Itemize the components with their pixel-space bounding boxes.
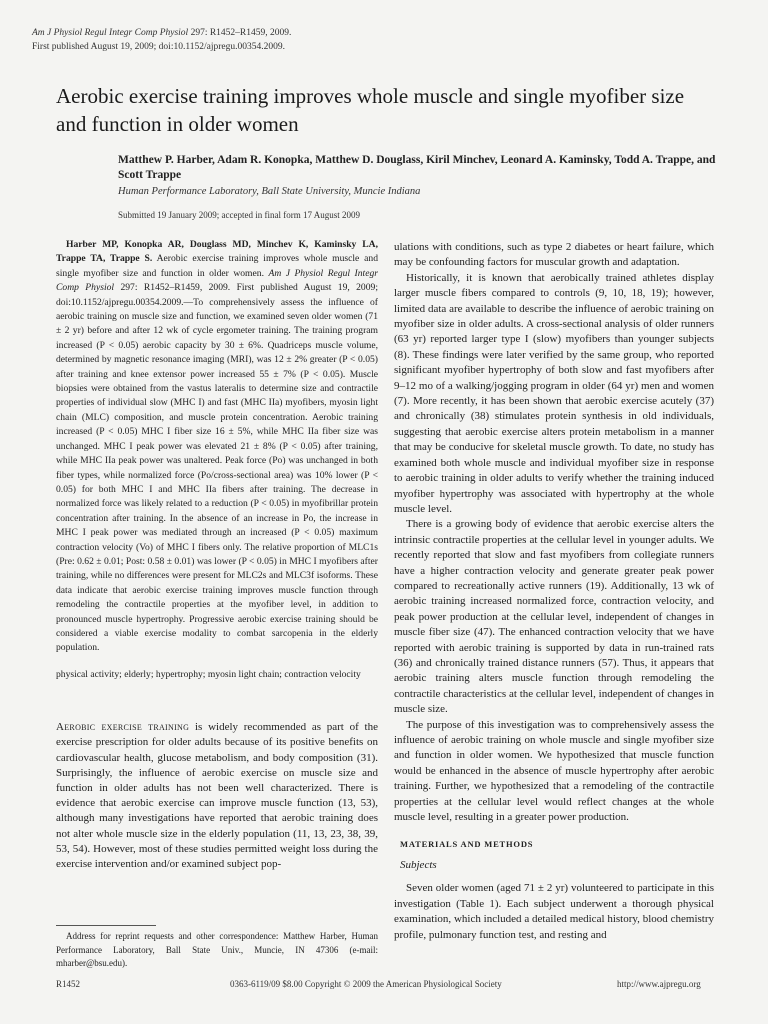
body-paragraph: The purpose of this investigation was to comprehensively assess the influence of aerobic training on whole muscle and single myofiber size and function in older women. We hypothesized that muscle function would be enhanced in the absence of muscle hypertrophy after aerobic training. Further, we hypothesized that a remodeling of the contractile properties at the cellular level would reflect changes at the whole muscle level, resulting in a greater power production. (394, 718, 714, 824)
keywords: physical activity; elderly; hypertrophy; myosin light chain; contraction velocity (56, 668, 361, 680)
abstract-text: 297: R1452–R1459, 2009. First published August 19, 2009; doi:10.1152/ajpregu.00354.2009.—To comprehensively assess the influence of aerobic training on muscle size and function, we examined seven older women (71 ± 2 yr) before and after 12 wk of cycle ergometer training. The training program increased (P < 0.05) aerobic capacity by 30 ± 6%. Quadriceps muscle volume, determined by magnetic resonance imaging (MRI), was 12 ± 2% greater (P < 0.05) after training and knee extensor power increased 55 ± 7% (P < 0.05). Muscle biopsies were obtained from the vastus lateralis to determine size and contractile properties of individual slow (MHC I) and fast (MHC IIa) myofibers, myosin light chain (MLC) composition, and muscle protein concentration. Aerobic training increased (P < 0.05) MHC I fiber size 16 ± 5%, while MHC IIa fiber size was unchanged. MHC I peak power was elevated 21 ± 8% (P < 0.05) after training, while MHC IIa peak power was unaltered. Peak force (Po) was unchanged in both fiber types, while normalized force (Po/cross-sectional area) was 10% lower (P < 0.05) for both MHC I and MHC IIa fibers after training. The decrease in normalized force was likely related to a reduction (P < 0.05) in myofibrillar protein concentration after training. In the absence of an increase in Po, the increase in MHC I peak power was mediated through an increased (P < 0.05) maximum contraction velocity (Vo) of MHC I fibers only. The relative proportion of MLC1s (Pre: 0.62 ± 0.01; Post: 0.58 ± 0.01) was lower (P < 0.05) in MHC I myofibers after training, while no differences were present for MLC2s and MLC3f isoforms. These data indicate that aerobic exercise training improves muscle function through remodeling the contractile properties at the myofiber level, in addition to pronounced muscle hypertrophy. Progressive aerobic exercise training should be considered a viable exercise modality to combat sarcopenia in the elderly population. (56, 282, 378, 654)
abstract-citation-journal: Am J Physiol Regul Integr Comp Physiol (56, 267, 379, 294)
article-title: Aerobic exercise training improves whole muscle and single myofiber size and function in older women (56, 84, 685, 136)
body-paragraph: Seven older women (aged 71 ± 2 yr) volunteered to participate in this investigation (Table 1). Each subject underwent a thorough physical examination, which included a detailed medical history, blood chemistry profile, pulmonary function test, and resting and (394, 882, 714, 941)
affiliation: Human Performance Laboratory, Ball State University, Muncie Indiana (118, 186, 421, 197)
journal-doi-line: First published August 19, 2009; doi:10.1152/ajpregu.00354.2009. (32, 42, 285, 52)
abstract-citation-authors: Harber MP, Konopka AR, Douglass MD, Minchev K, Kaminsky LA, Trappe TA, Trappe S. (56, 239, 378, 265)
abstract (56, 238, 378, 656)
subsection-heading: Subjects (400, 859, 437, 872)
right-column (394, 240, 714, 943)
submission-dates: Submitted 19 January 2009; accepted in final form 17 August 2009 (118, 210, 360, 220)
section-heading: MATERIALS AND METHODS (400, 839, 534, 850)
journal-url: http://www.ajpregu.org (617, 979, 701, 989)
journal-citation-header (32, 26, 291, 54)
body-paragraph: Historically, it is known that aerobically trained athletes display larger muscle fibers compared to controls (9, 10, 18, 19); however, limited data are available to describe the influence of aerobic training on myofiber size in older adults. A cross-sectional analysis of older runners (63 yr) reported larger type I (slow) myofibers than younger subjects (8). These findings were later verified by the same group, who reported significant myofiber hypertrophy of both slow and fast myofibers after 9–12 mo of a walking/jogging program in older (64 yr) men and women (7). More recently, it has been shown that aerobic exercise acutely (37) and chronically (38) stimulates protein synthesis in old individuals, suggesting that aerobic exercise alters protein metabolism in a manner that may be conducive for skeletal muscle growth. To date, no study has examined both whole muscle and individual myofiber size in response to aerobic training in older adults to verify whether the training induced myofiber hypertrophy was associated with hypertrophy at the whole muscle level. (394, 271, 714, 515)
introduction-paragraph (56, 720, 378, 872)
correspondence-footnote: Address for reprint requests and other correspondence: Matthew Harber, Human Performance Laboratory, Ball State Univ., Muncie, IN 47306 (e-mail: mharber@bsu.edu). (56, 931, 378, 968)
journal-volume: 297: R1452–R1459, 2009. (188, 28, 292, 38)
copyright-line: 0363-6119/09 $8.00 Copyright © 2009 the American Physiological Society (230, 979, 502, 989)
intro-text: is widely recommended as part of the exercise prescription for older adults because of its positive benefits on cardiovascular health, glucose metabolism, and body composition (31). Surprisingly, the influence of aerobic exercise on muscle size and function in older adults has not been well characterized. There is evidence that aerobic exercise can improve muscle function (13, 53), although many investigations have reported that aerobic training does not alter whole muscle size in the elderly population (11, 13, 23, 38, 39, 53, 54). However, most of these studies permitted weight loss during the exercise intervention and/or examined subject pop- (56, 721, 378, 871)
body-paragraph: ulations with conditions, such as type 2 diabetes or heart failure, which may be confounding factors for muscular growth and adaptation. (394, 241, 714, 269)
author-list: Matthew P. Harber, Adam R. Konopka, Matthew D. Douglass, Kiril Minchev, Leonard A. Kaminsky, Todd A. Trappe, and Scott Trappe (118, 154, 716, 181)
page-number: R1452 (56, 979, 81, 989)
body-paragraph: There is a growing body of evidence that aerobic exercise alters the intrinsic contractile properties at the cellular level in younger adults. We recently reported that slow and fast myofibers from collegiate runners have a higher contraction velocity and generate greater peak power compared to recreationally active runners (19). Additionally, 13 wk of aerobic training increased normalized force, contraction velocity, and peak power production at the cellular level, independent of changes in muscle fiber size (47). The enhanced contraction velocity that we have reported with aerobic training is supported by data in run-trained rats (36) and chronically trained distance runners (57). Thus, it appears that aerobic training alters muscle function through remodeling the contractile characteristics at the cellular level, independent of changes in muscle size. (394, 518, 714, 716)
journal-name: Am J Physiol Regul Integr Comp Physiol (32, 28, 189, 38)
intro-lead-in: Aerobic exercise training (56, 721, 190, 734)
footnote-divider (56, 925, 156, 926)
left-column (56, 238, 378, 872)
abstract-citation-title: Aerobic exercise training improves whole muscle and single myofiber size and function in older women. (56, 253, 378, 279)
